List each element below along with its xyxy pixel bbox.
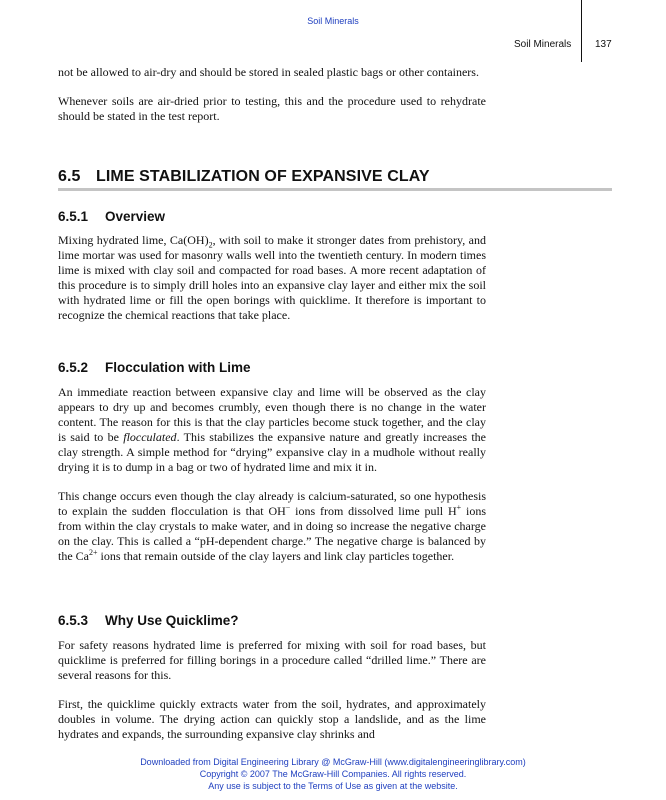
subsection-title: Why Use Quicklime? xyxy=(105,613,239,628)
footer-terms[interactable]: Any use is subject to the Terms of Use as given at the website. xyxy=(208,781,458,791)
footer xyxy=(0,756,666,792)
intro-paragraph-2: Whenever soils are air-dried prior to testing, this and the procedure used to rehydrate should be stated in the test report. xyxy=(58,94,486,123)
running-head-title: Soil Minerals xyxy=(514,39,572,50)
flocculation-paragraph-1: An immediate reaction between expansive clay and lime will be observed as the clay appears to dry up and becomes crumbly, even though there is no change in the water content. The reason for this is that the clay particles become stuck together, and the clay is said to be flocculated. This stabilizes the expansive nature and greatly increases the clay strength. A simple method for “drying” expansive clay in a mudhole without really drying it is to dump in a bag or two of hydrated lime and mix it in. xyxy=(58,385,486,474)
subsection-number: 6.5.2 xyxy=(58,360,89,375)
footer-download-link[interactable]: Downloaded from Digital Engineering Library @ McGraw-Hill (www.digitalengineeringlibrary.com) xyxy=(140,757,526,767)
quicklime-paragraph-2: First, the quicklime quickly extracts water from the soil, hydrates, and approximately doubles in volume. The drying action can quickly stop a landslide, and as the lime hydrates and expands, the surrounding expansive clay shrinks and xyxy=(58,697,486,741)
intro-block xyxy=(58,65,486,124)
top-link[interactable]: Soil Minerals xyxy=(307,16,359,26)
subsection-title: Overview xyxy=(105,209,166,224)
footer-copyright: Copyright © 2007 The McGraw-Hill Companies. All rights reserved. xyxy=(199,769,467,779)
subsection-number: 6.5.3 xyxy=(58,613,89,628)
page-number: 137 xyxy=(595,39,612,50)
subsection-heading-quicklime xyxy=(58,613,239,628)
section-title: LIME STABILIZATION OF EXPANSIVE CLAY xyxy=(96,168,430,185)
section-heading xyxy=(58,168,612,186)
quicklime-paragraph-1: For safety reasons hydrated lime is preferred for mixing with soil for road bases, but quicklime is preferred for filling borings in a procedure called “drilled lime.” There are several reasons for this. xyxy=(58,638,486,682)
flocculation-paragraph-2: This change occurs even though the clay already is calcium-saturated, so one hypothesis to explain the sudden flocculation is that OH− ions from dissolved lime pull H+ ions from within the clay crystals to make water, and in doing so increase the negative charge on the clay. This is called a “pH-dependent charge.” The negative charge is balanced by the $Ca^{2+}$ ions that remain outside of the clay layers and link clay particles together. xyxy=(58,489,487,563)
flocculation-block xyxy=(58,385,486,564)
overview-paragraph: Mixing hydrated lime, $Ca(OH)_2$, with soil to make it stronger dates from prehistory, and lime mortar was used for masonry walls well into the twentieth century. In modern times lime is mixed with clay soil and compacted for road bases. A more recent adaptation of this procedure is to simply drill holes into an expansive clay layer and either mix the soil with hydrated lime or fill the open borings with quicklime. It therefore is important to recognize the chemical reactions that take place. xyxy=(58,233,486,322)
subsection-number: 6.5.1 xyxy=(58,209,89,224)
quicklime-block xyxy=(58,638,486,742)
section-rule xyxy=(58,188,612,191)
subsection-heading-flocculation xyxy=(58,360,251,375)
intro-paragraph-1: not be allowed to air-dry and should be stored in sealed plastic bags or other containers. xyxy=(58,65,479,79)
subsection-heading-overview xyxy=(58,209,165,224)
running-head-divider xyxy=(581,0,582,62)
overview-block xyxy=(58,233,486,323)
section-number: 6.5 xyxy=(58,168,81,185)
subsection-title: Flocculation with Lime xyxy=(105,360,251,375)
